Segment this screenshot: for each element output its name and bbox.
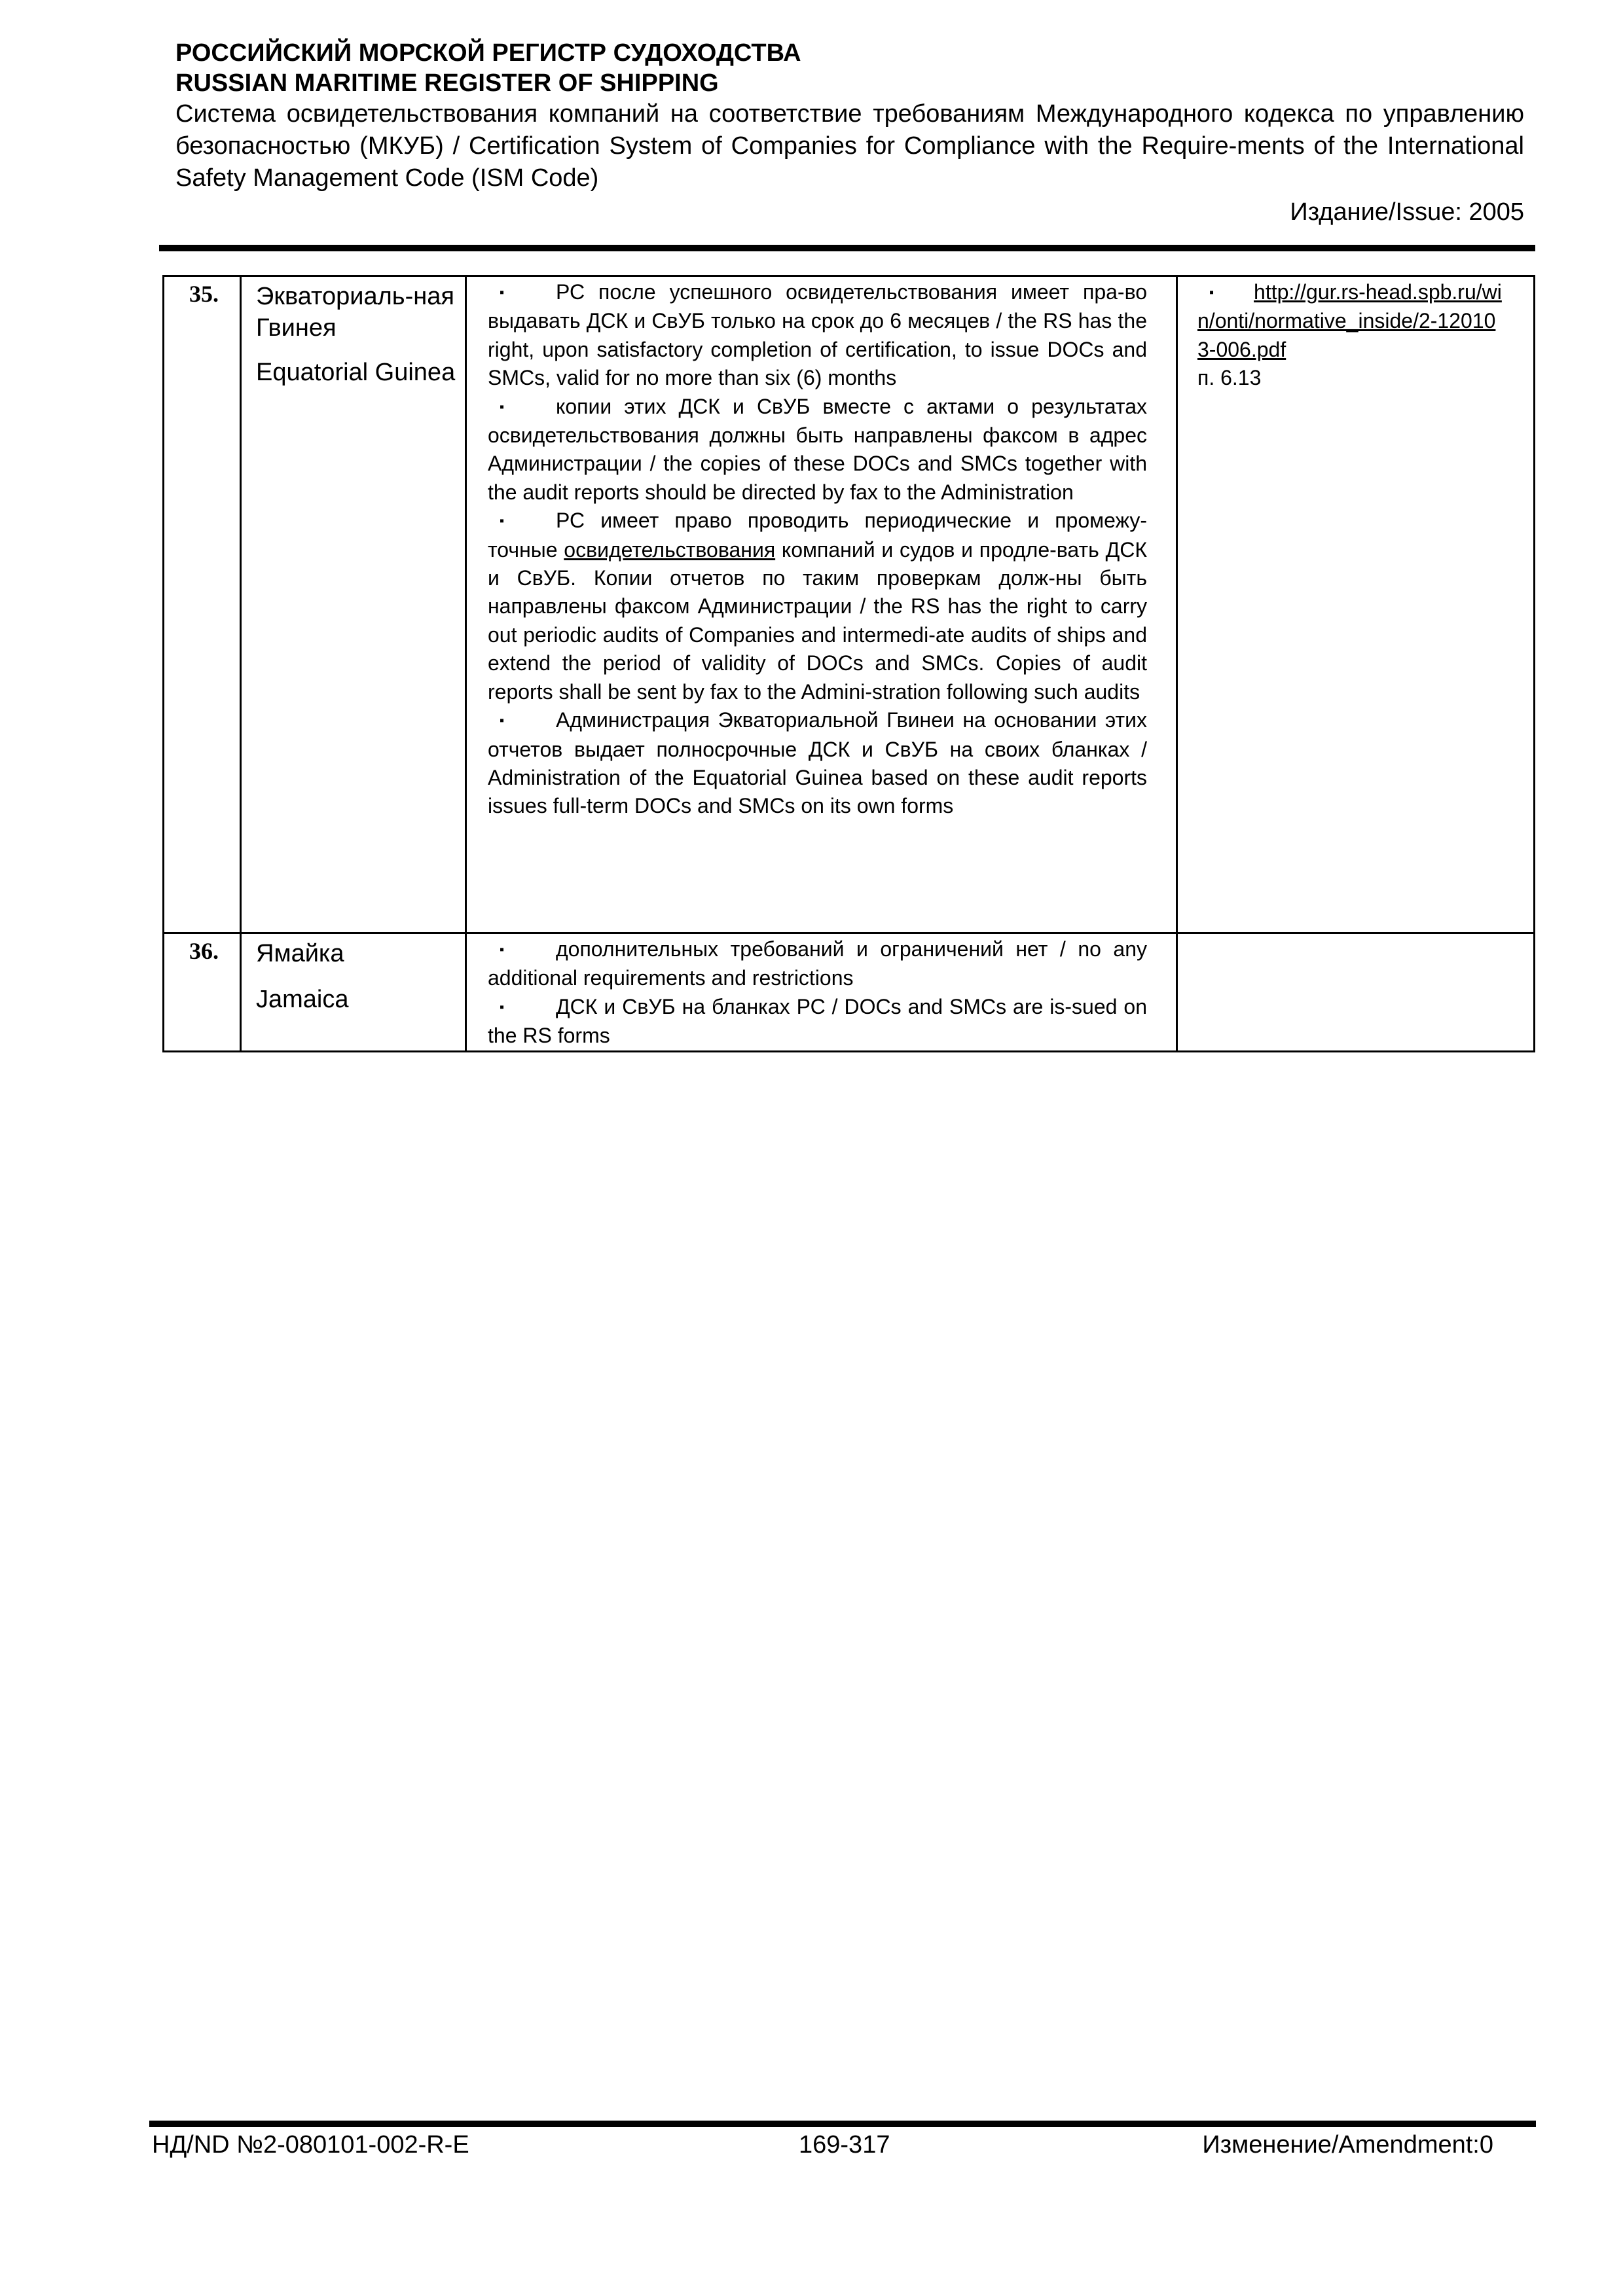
- reference-cell: [1177, 933, 1535, 1052]
- reference-paragraph: п. 6.13: [1197, 366, 1262, 390]
- reference-item: [1197, 278, 1507, 364]
- table-row: [164, 933, 1535, 1052]
- requirement-item: [488, 507, 1147, 706]
- requirements-cell: [466, 933, 1177, 1052]
- footer-divider: [149, 2121, 1536, 2127]
- bullet-icon: ▪: [1209, 285, 1214, 300]
- requirement-item: [488, 393, 1147, 507]
- row-number: 36.: [164, 933, 241, 1052]
- page-number: 169-317: [799, 2131, 890, 2159]
- table-row: [164, 276, 1535, 933]
- requirement-item: [488, 278, 1147, 393]
- bullet-icon: ▪: [500, 999, 505, 1014]
- country-name-ru: Ямайка: [256, 940, 344, 967]
- country-cell: [241, 276, 466, 933]
- register-title-en: RUSSIAN MARITIME REGISTER OF SHIPPING: [175, 69, 719, 97]
- bullet-icon: ▪: [500, 399, 505, 414]
- requirement-text: ДСК и СвУБ на бланках РС / DOCs and SMCs are is-sued on the RS forms: [488, 994, 1147, 1048]
- reference-cell: [1177, 276, 1535, 933]
- country-name-en: Equatorial Guinea: [256, 359, 456, 386]
- bullet-icon: ▪: [500, 514, 505, 529]
- requirement-text: компаний и судов и продле-вать ДСК и СвУБ. Копии отчетов по таким проверкам долж-ны быть направлены факсом Администрации / the RS has the right to carry out periodic audits of Companies and intermedi-ate audits of ships and extend the period of validity of DOCs and SMCs. Copies of audit reports shall be sent by fax to the Admini-stration following such audits: [488, 537, 1147, 704]
- country-name-en: Jamaica: [256, 986, 349, 1013]
- amendment-label: Изменение/Amendment:0: [1202, 2131, 1493, 2159]
- requirement-text: копии этих ДСК и СвУБ вместе с актами о результатах освидетельствования должны быть направлены факсом в адрес Администрации / the copies of these DOCs and SMCs together with the audit reports should be directed by fax to the Administration: [488, 394, 1147, 504]
- reference-link[interactable]: http://gur.rs-head.spb.ru/win/onti/normative_inside/2-120103-006.pdf: [1197, 280, 1502, 361]
- country-cell: [241, 933, 466, 1052]
- requirement-item: [488, 993, 1147, 1050]
- document-number: НД/ND №2-080101-002-R-E: [152, 2131, 469, 2159]
- register-title-ru: РОССИЙСКИЙ МОРСКОЙ РЕГИСТР СУДОХОДСТВА: [175, 39, 801, 67]
- row-number: 35.: [164, 276, 241, 933]
- country-name-ru: Экваториаль-ная Гвинея: [256, 283, 454, 342]
- bullet-icon: ▪: [500, 285, 505, 300]
- requirements-cell: [466, 276, 1177, 933]
- bullet-icon: ▪: [500, 942, 505, 957]
- issue-label: Издание/Issue: 2005: [1290, 198, 1524, 226]
- requirement-text: дополнительных требований и ограничений нет / no any additional requirements and restrictions: [488, 937, 1147, 990]
- requirement-text: РС после успешного освидетельствования имеет пра-во выдавать ДСК и СвУБ только на срок до 6 месяцев / the RS has the right, upon satisfactory completion of certification, to issue DOCs and SMCs, valid for no more than six (6) months: [488, 280, 1147, 390]
- requirement-text: Администрация Экваториальной Гвинеи на основании этих отчетов выдает полносрочные ДСК и СвУБ на своих бланках / Administration of the Equatorial Guinea based on these audit reports issues full-term DOCs and SMCs on its own forms: [488, 708, 1147, 818]
- requirement-text: РС имеет право проводить периодические и промежу-точные: [488, 509, 1147, 562]
- bullet-icon: ▪: [500, 713, 505, 728]
- requirement-item: [488, 706, 1147, 821]
- underlined-term[interactable]: освидетельствования: [564, 537, 776, 562]
- requirement-item: [488, 935, 1147, 993]
- document-subtitle: Система освидетельствования компаний на соответствие требованиям Международного кодекса по управлению безопасностью (МКУБ) / Certification System of Companies for Compliance with the Require-ments of the International Safety Management Code (ISM Code): [175, 100, 1524, 192]
- header-divider: [159, 245, 1535, 251]
- document-header: [175, 38, 1524, 228]
- requirements-table: [162, 275, 1535, 1052]
